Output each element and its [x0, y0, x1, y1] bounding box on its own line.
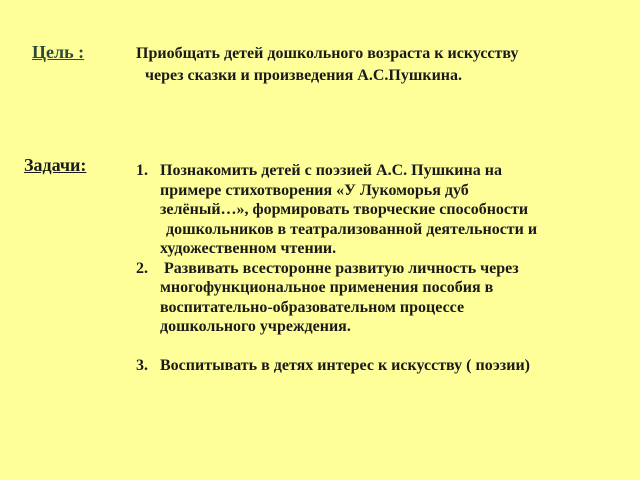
task-line: художественном чтении. [160, 240, 337, 257]
task-item [136, 161, 606, 259]
task-number: 2. [136, 259, 148, 277]
task-item [136, 356, 606, 376]
task-line: Воспитывать в детях интерес к искусству ( поэзии) [160, 357, 530, 374]
task-line: Развивать всесторонне развитую личность через [164, 259, 519, 277]
goal-label: Цель : [32, 42, 85, 62]
task-number: 3. [136, 357, 148, 374]
task-line: зелёный…», формировать творческие способности [160, 201, 529, 218]
goal-text [136, 43, 606, 87]
goal-line: Приобщать детей дошкольного возраста к искусству [136, 45, 519, 62]
goal-line: через сказки и произведения А.С.Пушкина. [145, 67, 463, 84]
tasks-label: Задачи: [24, 155, 87, 175]
task-line: многофункциональное применения пособия в [160, 279, 494, 296]
task-line: дошкольного учреждения. [160, 318, 351, 335]
tasks-list [136, 161, 606, 376]
task-line: примере стихотворения «У Лукоморья дуб [160, 181, 469, 199]
task-line: воспитательно-образовательном процессе [160, 298, 465, 316]
task-line: Познакомить детей с поэзией А.С. Пушкина на [160, 162, 502, 179]
task-line: дошкольников в театрализованной деятельности и [166, 220, 538, 238]
task-item [136, 259, 606, 337]
task-number: 1. [136, 162, 148, 179]
